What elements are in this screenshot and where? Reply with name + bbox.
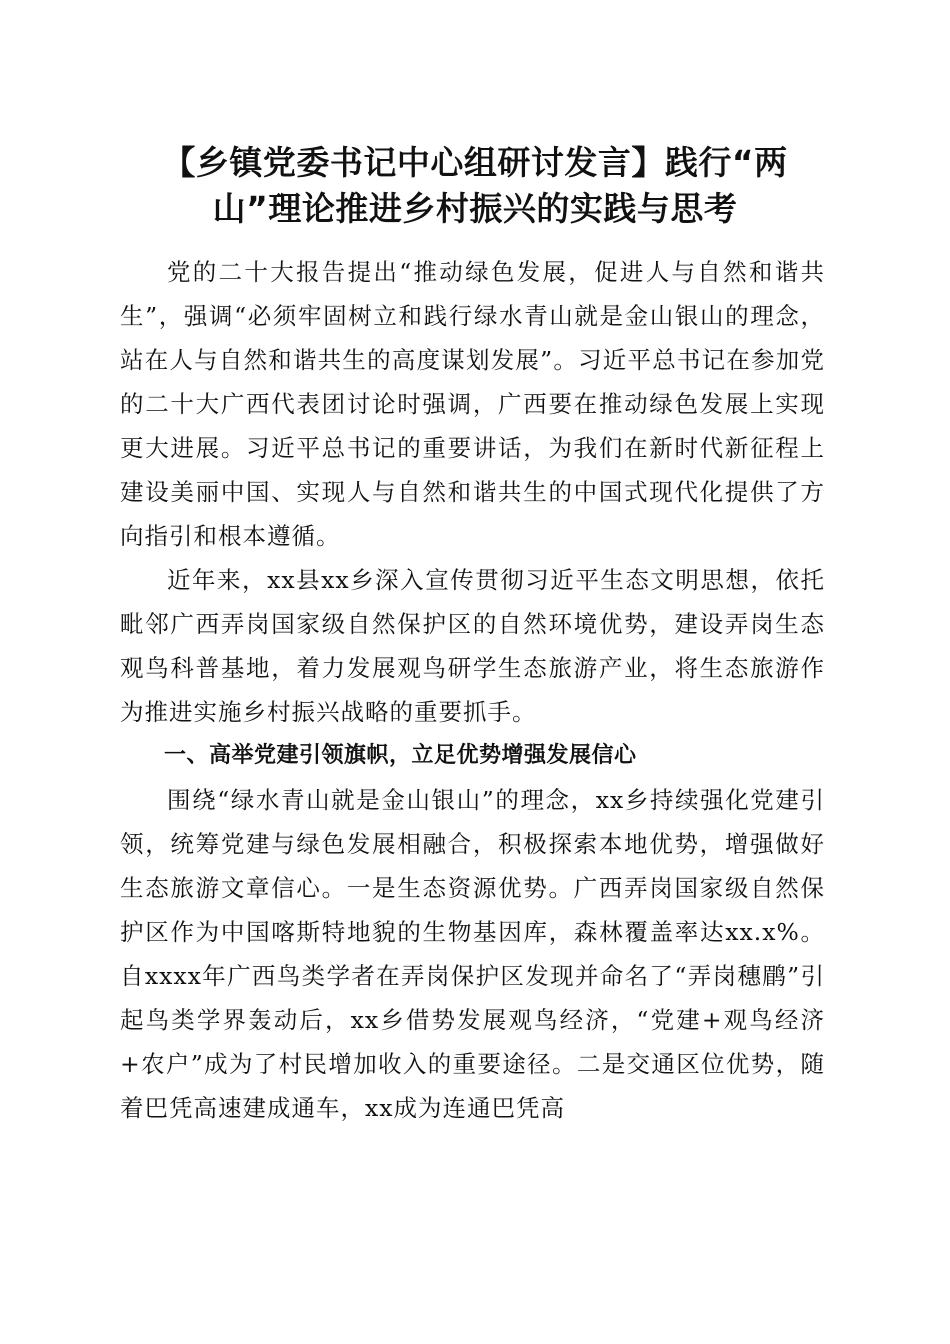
paragraph-background: 近年来，xx县xx乡深入宣传贯彻习近平生态文明思想，依托毗邻广西弄岗国家级自然保护区的自然环境优势，建设弄岗生态观鸟科普基地，着力发展观鸟研学生态旅游产业，将生态旅游作为推进实施乡村振兴战略的重要抓手。 <box>120 566 825 726</box>
paragraph-section-one: 围绕“绿水青山就是金山银山”的理念，xx乡持续强化党建引领，统筹党建与绿色发展相融合，积极探索本地优势，增强做好生态旅游文章信心。一是生态资源优势。广西弄岗国家级自然保护区作为中国喀斯特地貌的生物基因库，森林覆盖率达xx.x%。自xxxx年广西鸟类学者在弄岗保护区发现并命名了“弄岗穗鹛”引起鸟类学界轰动后，xx乡借势发展观鸟经济，“党建+观鸟经济+农户”成为了村民增加收入的重要途径。二是交通区位优势，随着巴凭高速建成通车，xx成为连通巴凭高 <box>120 786 825 1122</box>
paragraph-intro: 党的二十大报告提出“推动绿色发展，促进人与自然和谐共生”，强调“必须牢固树立和践行绿水青山就是金山银山的理念，站在人与自然和谐共生的高度谋划发展”。习近平总书记在参加党的二十大广西代表团讨论时强调，广西要在推动绿色发展上实现更大进展。习近平总书记的重要讲话，为我们在新时代新征程上建设美丽中国、实现人与自然和谐共生的中国式现代化提供了方向指引和根本遵循。 <box>120 258 825 550</box>
document-body <box>120 250 825 1130</box>
document-title: 【乡镇党委书记中心组研讨发言】践行“两山”理论推进乡村振兴的实践与思考 <box>162 143 788 228</box>
section-heading: 一、高举党建引领旗帜，立足优势增强发展信心 <box>164 743 637 768</box>
